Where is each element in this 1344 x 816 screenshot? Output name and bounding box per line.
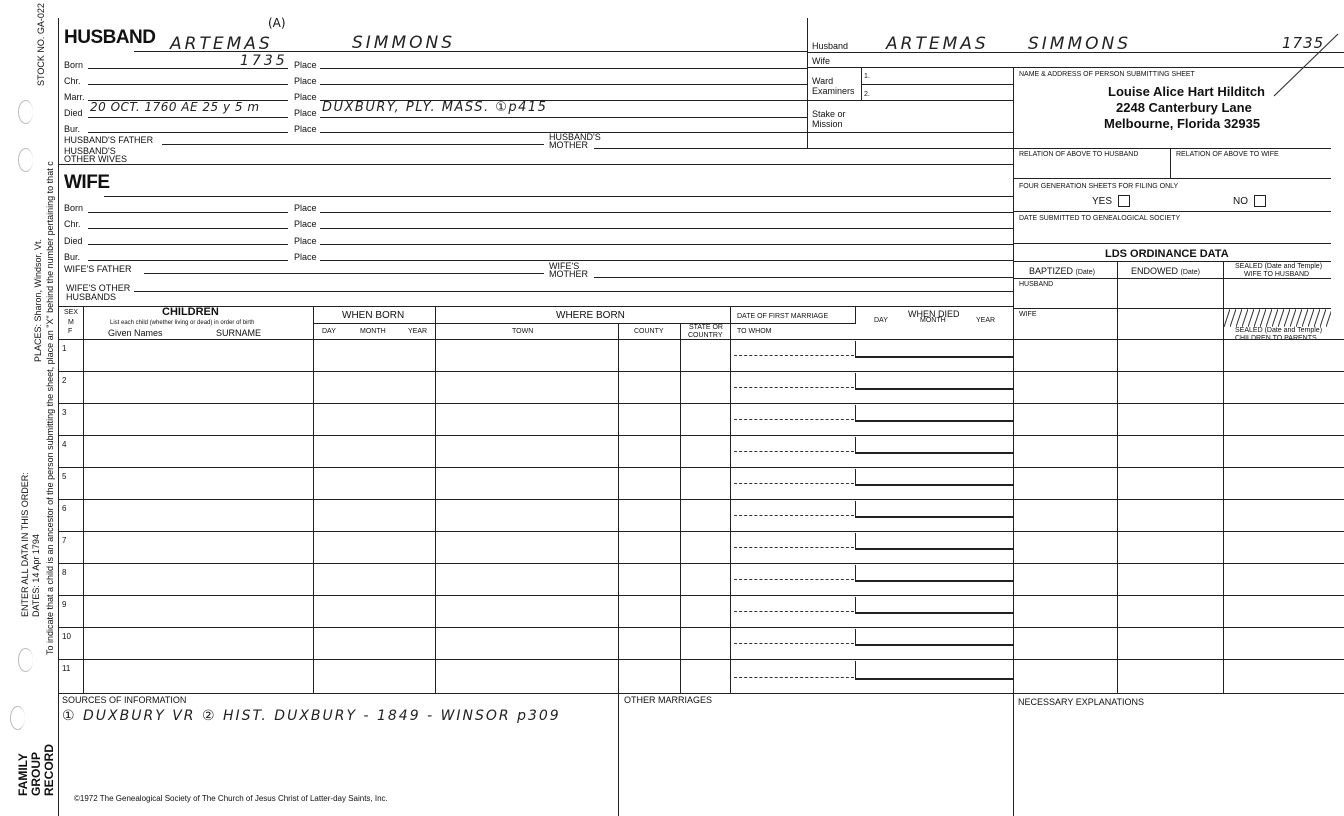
- no-label: NO: [1233, 196, 1248, 207]
- ward-label: Ward: [812, 76, 834, 86]
- header-husband-surname: SIMMONS: [1028, 34, 1132, 54]
- submitter-label: NAME & ADDRESS OF PERSON SUBMITTING SHEET: [1019, 71, 1195, 78]
- sealed-children-label: SEALED (Date and Temple): [1235, 327, 1323, 334]
- row-number: 9: [62, 600, 67, 609]
- died-month-header: MONTH: [920, 317, 946, 324]
- sealed-wife-label: SEALED (Date and Temple): [1235, 263, 1323, 270]
- stake-label: Mission: [812, 119, 843, 129]
- relation-wife-label: RELATION OF ABOVE TO WIFE: [1176, 151, 1279, 158]
- binder-hole: [18, 148, 33, 172]
- place-label: Place: [294, 124, 317, 134]
- row-number: 7: [62, 536, 67, 545]
- row-number: 2: [62, 376, 67, 385]
- husband-died-label: Died: [64, 108, 83, 118]
- when-born-header: WHEN BORN: [342, 310, 405, 321]
- header-husband-label: Husband: [812, 41, 849, 51]
- children-header: CHILDREN: [162, 306, 219, 318]
- date-submitted-label: DATE SUBMITTED TO GENEALOGICAL SOCIETY: [1019, 215, 1181, 222]
- husband-letter-mark: (A): [268, 16, 286, 30]
- enter-data-note: ENTER ALL DATA IN THIS ORDER:: [20, 472, 30, 617]
- examiners-label: Examiners: [812, 86, 855, 96]
- header-wife-label: Wife: [812, 56, 830, 66]
- wife-bur-label: Bur.: [64, 252, 81, 262]
- husband-born-value: 1735: [240, 53, 288, 69]
- record-title: GROUP: [29, 751, 43, 796]
- born-month-header: MONTH: [360, 328, 386, 335]
- sealed-wife-label: WIFE TO HUSBAND: [1244, 271, 1310, 278]
- place-label: Place: [294, 76, 317, 86]
- wife-heading: WIFE: [64, 172, 110, 193]
- husband-died-place: DUXBURY, PLY. MASS. ①p415: [322, 100, 548, 115]
- submitter-street: 2248 Canterbury Lane: [1116, 100, 1252, 115]
- relation-husband-label: RELATION OF ABOVE TO HUSBAND: [1019, 151, 1139, 158]
- husband-mother-label: HUSBAND'S: [549, 132, 601, 142]
- husband-mother-label: MOTHER: [549, 140, 588, 150]
- submitter-city: Melbourne, Florida 32935: [1104, 116, 1261, 131]
- enter-data-dates: DATES: 14 Apr 1794: [31, 534, 41, 617]
- sealed-children-label: CHILDREN TO PARENTS: [1235, 335, 1317, 342]
- husband-other-wives-label: OTHER WIVES: [64, 154, 128, 164]
- to-whom-header: TO WHOM: [737, 328, 772, 335]
- necessary-explanations-label: NECESSARY EXPLANATIONS: [1018, 697, 1145, 707]
- no-checkbox[interactable]: [1254, 195, 1266, 207]
- state-header: STATE OR: [689, 324, 723, 331]
- row-number: 1: [62, 344, 67, 353]
- wife-mother-label: WIFE'S: [549, 261, 580, 271]
- sealed-hatch: [1224, 309, 1331, 327]
- sources-value: ① DUXBURY VR ② HIST. DUXBURY - 1849 - WINSOR p309: [62, 708, 561, 724]
- place-label: Place: [294, 92, 317, 102]
- husband-father-label: HUSBAND'S FATHER: [64, 135, 154, 145]
- place-label: Place: [294, 236, 317, 246]
- children-note: List each child (whether living or dead) in order of birth: [110, 320, 255, 326]
- submitter-name: Louise Alice Hart Hilditch: [1108, 84, 1265, 99]
- row-number: 4: [62, 440, 67, 449]
- wife-other-husbands-label: WIFE'S OTHER: [66, 283, 131, 293]
- row-number: 10: [62, 632, 71, 641]
- sex-m: M: [68, 319, 74, 326]
- husband-given-name: ARTEMAS: [170, 34, 273, 54]
- died-day-header: DAY: [874, 317, 888, 324]
- copyright: ©1972 The Genealogical Society of The Church of Jesus Christ of Latter-day Saints, Inc.: [74, 794, 388, 803]
- yes-checkbox[interactable]: [1118, 195, 1130, 207]
- surname-header: SURNAME: [216, 328, 262, 338]
- sex-header: SEX: [64, 309, 79, 316]
- header-husband-given: ARTEMAS: [886, 34, 989, 54]
- row-number: 8: [62, 568, 67, 577]
- where-born-header: WHERE BORN: [556, 310, 625, 321]
- yes-label: YES: [1092, 196, 1113, 207]
- endowed-text: ENDOWED: [1131, 266, 1178, 276]
- when-died-header: WHEN DIED: [908, 309, 960, 319]
- row-number: 6: [62, 504, 67, 513]
- husband-marr-label: Marr.: [64, 92, 85, 102]
- header-divider: [807, 18, 808, 148]
- stock-number: STOCK NO. GA-022: [36, 3, 46, 86]
- lds-title: LDS ORDINANCE DATA: [1105, 248, 1229, 260]
- place-label: Place: [294, 108, 317, 118]
- husband-surname: SIMMONS: [352, 33, 456, 53]
- endowed-date: (Date): [1180, 269, 1200, 276]
- wife-other-husbands-label: HUSBANDS: [66, 292, 117, 302]
- husband-heading: HUSBAND: [64, 27, 156, 48]
- form-left-border: [58, 18, 59, 816]
- lds-husband-row: HUSBAND: [1019, 281, 1054, 288]
- sex-f: F: [68, 328, 73, 335]
- wife-father-label: WIFE'S FATHER: [64, 264, 132, 274]
- husband-born-label: Born: [64, 60, 84, 70]
- born-day-header: DAY: [322, 328, 336, 335]
- ancestor-note: To indicate that a child is an ancestor of the person submitting the sheet, place an "X" behind the number pertaining to that c: [45, 161, 55, 655]
- baptized-label: [1029, 266, 1095, 277]
- husband-other-wives-label: HUSBAND'S: [64, 146, 116, 156]
- place-label: Place: [294, 219, 317, 229]
- place-label: Place: [294, 203, 317, 213]
- state-header: COUNTRY: [688, 332, 723, 339]
- record-title: FAMILY: [16, 753, 30, 796]
- baptized-date: (Date): [1075, 269, 1095, 276]
- baptized-text: BAPTIZED: [1029, 266, 1074, 276]
- examiner-two: 2.: [864, 91, 870, 98]
- place-label: Place: [294, 252, 317, 262]
- row-number: 11: [62, 664, 71, 673]
- other-marriages-label: OTHER MARRIAGES: [624, 695, 713, 705]
- wife-chr-label: Chr.: [64, 219, 81, 229]
- given-names-header: Given Names: [108, 328, 163, 338]
- four-gen-label: FOUR GENERATION SHEETS FOR FILING ONLY: [1019, 183, 1179, 190]
- right-panel-divider: [1013, 68, 1014, 816]
- husband-chr-label: Chr.: [64, 76, 81, 86]
- county-header: COUNTY: [634, 328, 664, 335]
- died-year-header: YEAR: [976, 317, 996, 324]
- husband-bur-label: Bur.: [64, 124, 81, 134]
- row-number: 5: [62, 472, 67, 481]
- husband-died-value: 20 OCT. 1760 AE 25 y 5 m: [90, 100, 260, 114]
- record-title: RECORD: [42, 743, 56, 796]
- binder-hole: [18, 100, 33, 124]
- row-number: 3: [62, 408, 67, 417]
- born-year-header: YEAR: [408, 328, 428, 335]
- stake-label: Stake or: [812, 109, 846, 119]
- endowed-label: [1131, 266, 1200, 277]
- wife-died-label: Died: [64, 236, 83, 246]
- wife-born-label: Born: [64, 203, 84, 213]
- places-note: PLACES: Sharon, Windsor, Vt.: [33, 238, 43, 362]
- sources-label: SOURCES OF INFORMATION: [62, 695, 187, 705]
- binder-hole: [18, 648, 33, 672]
- wife-mother-label: MOTHER: [549, 269, 588, 279]
- town-header: TOWN: [512, 328, 534, 335]
- lds-wife-row: WIFE: [1019, 311, 1037, 318]
- examiner-one: 1.: [864, 73, 870, 80]
- place-label: Place: [294, 60, 317, 70]
- header-husband-year: 1735: [1282, 34, 1325, 52]
- first-marriage-header: DATE OF FIRST MARRIAGE: [737, 313, 829, 320]
- binder-hole: [10, 706, 25, 730]
